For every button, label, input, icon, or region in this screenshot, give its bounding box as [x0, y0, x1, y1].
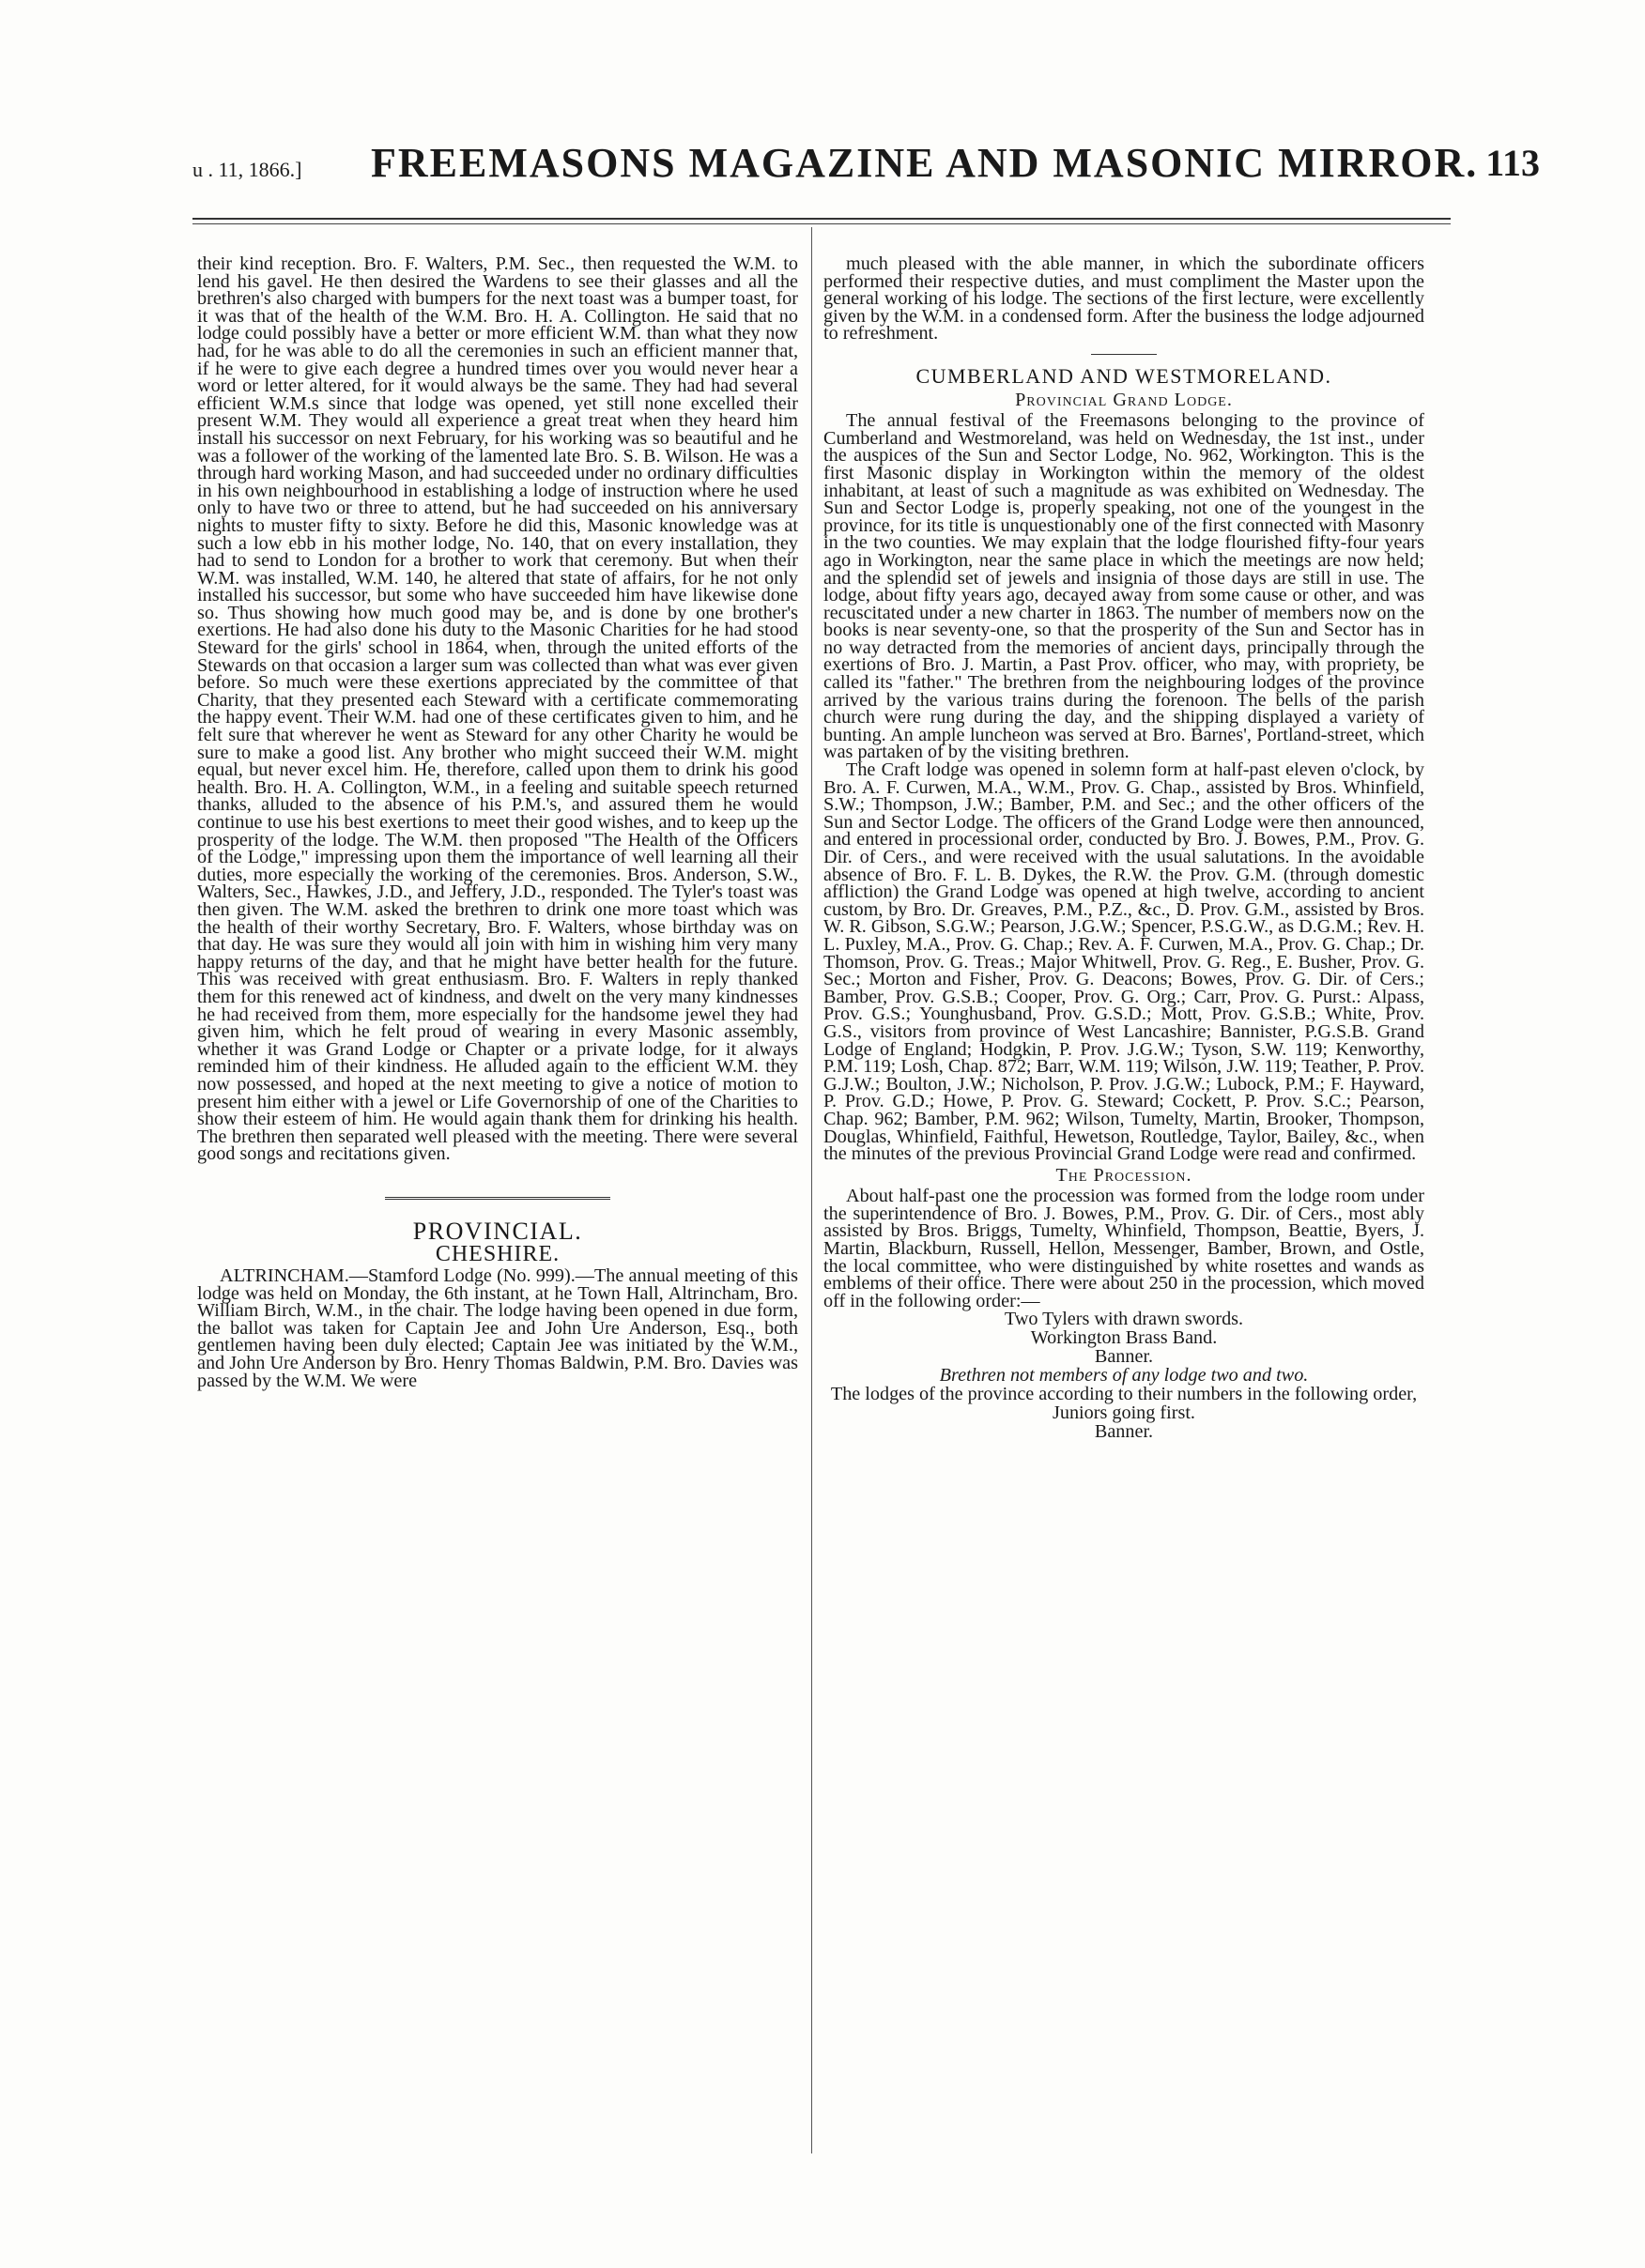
section-title: CUMBERLAND AND WESTMORELAND. — [915, 363, 1332, 388]
procession-item: The lodges of the province according to their numbers in the following order, Juniors going first. — [830, 1384, 1418, 1424]
subsection-title: The Procession. — [1055, 1164, 1192, 1186]
article-paragraph: ALTRINCHAM.—Stamford Lodge (No. 999).—The annual meeting of this lodge was held on Monday, the 6th instant, at he Town Hall, Altrincham, Bro. William Birch, W.M., in the chair. The lodge having been opened in due form, the ballot was taken for Captain Jee and John Ure Anderson, Esq., both gentlemen having been duly elected; Captain Jee was initiated by the W.M., and John Ure Anderson by Bro. Henry Thomas Baldwin, P.M. Bro. Davies was passed by the W.M. We were — [197, 1265, 798, 1391]
procession-item: Workington Brass Band. — [1030, 1327, 1218, 1349]
procession-item: Two Tylers with drawn swords. — [1004, 1309, 1244, 1330]
article-paragraph: much pleased with the able manner, in which the subordinate officers performed their respective duties, and must compliment the Master upon the general working of his lodge. The sections of the first lecture, were excellently given by the W.M. in a condensed form. After the business the lodge adjourned to refreshment. — [823, 253, 1424, 345]
page-number: 113 — [1485, 142, 1540, 184]
procession-order — [823, 1310, 1424, 1441]
issue-date: u . 11, 1866.] — [192, 158, 302, 181]
page-header — [174, 139, 1540, 195]
right-column — [823, 255, 1424, 1441]
article-paragraph: The annual festival of the Freemasons belonging to the province of Cumberland and Westmoreland, was held on Wednesday, the 1st inst., under the auspices of the Sun and Sector Lodge, No. 962, Workington. This is the first Masonic display in Workington within the memory of the oldest inhabitant, at least of such a magnitude as was exhibited on Wednesday. The Sun and Sector Lodge is, properly speaking, not one of the youngest in the province, for its title is unquestionably one of the first connected with Masonry in the two counties. We may explain that the lodge flourished fifty-four years ago in Workington, near the same place in which the meetings are now held; and the splendid set of jewels and insignia of those days are still in use. The lodge, about fifty years ago, decayed away from some cause or other, and was recuscitated under a new charter in 1863. The number of members now on the books is near seventy-one, so that the prosperity of the Sun and Sector has in no way detracted from the memories of ancient days, principally through the exertions of Bro. J. Martin, a Past Prov. officer, who may, with propriety, be called its "father." The brethren from the neighbouring lodges of the province arrived by the various trains during the forenoon. The bells of the parish church were rung during the day, and the shipping displayed a variety of bunting. An ample luncheon was served at Bro. Barnes', Portland-street, which was partaken of by the visiting brethren. — [823, 410, 1424, 763]
left-column — [197, 255, 798, 1389]
article-paragraph: The Craft lodge was opened in solemn form at half-past eleven o'clock, by Bro. A. F. Curwen, M.A., W.M., Prov. G. Chap., assisted by Bros. Whinfield, S.W.; Thompson, J.W.; Bamber, P.M. and Sec.; and the other officers of the Sun and Sector Lodge. The officers of the Grand Lodge were then announced, and entered in processional order, conducted by Bro. J. Bowes, P.M., Prov. G. Dir. of Cers., and were received with the usual salutations. In the avoidable absence of Bro. F. L. B. Dykes, the R.W. the Prov. G.M. (through domestic affliction) the Grand Lodge was opened at high twelve, according to ancient custom, by Bro. Dr. Greaves, P.M., P.Z., &c., D. Prov. G.M., assisted by Bros. W. R. Gibson, S.G.W.; Pearson, J.G.W.; Spencer, P.S.G.W., as D.G.M.; Rev. H. L. Puxley, M.A., Prov. G. Chap.; Rev. A. F. Curwen, M.A., Prov. G. Chap.; Dr. Thomson, Prov. G. Treas.; Major Whitwell, Prov. G. Reg., E. Busher, Prov. G. Sec.; Morton and Fisher, Prov. G. Deacons; Bowes, Prov. G. Dir. of Cers.; Bamber, Prov. G.S.B.; Cooper, Prov. G. Org.; Carr, Prov. G. Purst.: Alpass, Prov. G.S.; Younghusband, Prov. G.S.D.; Mott, Prov. G.S.B.; White, Prov. G.S., visitors from province of West Lancashire; Bannister, P.G.S.B. Grand Lodge of England; Hodgkin, P. Prov. J.G.W.; Tyson, S.W. 119; Kenworthy, P.M. 119; Losh, Chap. 872; Barr, W.M. 119; Wilson, J.W. 119; Teather, P. Prov. G.J.W.; Boulton, J.W.; Nicholson, P. Prov. J.G.W.; Lubock, P.M.; F. Hayward, P. Prov. G.D.; Howe, P. Prov. G. Steward; Cockett, P. Prov. S.C.; Pearson, Chap. 962; Bamber, P.M. 962; Wilson, Tumelty, Martin, Brooker, Thompson, Douglas, Whinfield, Faithful, Hewetson, Routledge, Taylor, Bailey, &c., when the minutes of the previous Provincial Grand Lodge were read and confirmed. — [823, 759, 1424, 1165]
procession-item: Brethren not members of any lodge two and two. — [939, 1365, 1309, 1387]
header-rule-thin — [192, 223, 1451, 224]
divider — [1091, 354, 1157, 355]
section-divider — [385, 1197, 610, 1203]
header-rule — [192, 218, 1451, 220]
procession-item: Banner. — [1094, 1421, 1154, 1443]
subsection-title: Provincial Grand Lodge. — [1015, 389, 1233, 410]
masthead-title: FREEMASONS MAGAZINE AND MASONIC MIRROR. — [371, 140, 1479, 186]
article-paragraph: About half-past one the procession was formed from the lodge room under the superintendence of Bro. J. Bowes, P.M., Prov. G. Dir. of Cers., most ably assisted by Bros. Briggs, Tumelty, Whinfield, Thompson, Beattie, Byers, J. Martin, Blackburn, Russell, Hellon, Messenger, Bamber, Brown, and Ostle, the local committee, who were distinguished by white rosettes and wands as emblems of their office. There were about 250 in the procession, which moved off in the following order:— — [823, 1186, 1424, 1311]
procession-item: Banner. — [1094, 1346, 1154, 1368]
column-divider — [811, 227, 812, 2153]
section-title: PROVINCIAL. — [412, 1217, 583, 1245]
article-paragraph: their kind reception. Bro. F. Walters, P.M. Sec., then requested the W.M. to lend his gavel. He then desired the Wardens to see their glasses and all the brethren's also charged with bumpers for the next toast was a bumper toast, for it was that of the health of the W.M. Bro. H. A. Collington. He said that no lodge could possibly have a better or more efficient W.M. than what they now had, for he was able to do all the ceremonies in such an efficient manner that, if he were to give each degree a hundred times over you would never hear a word or letter altered, for it would always be the same. They had had several efficient W.M.s since that lodge was opened, yet still none excelled their present W.M. They would all experience a great treat when they heard him install his successor on next February, for his working was so beautiful and he was a follower of the working of the lamented late Bro. S. B. Wilson. He was a through hard working Mason, and had succeeded under no ordinary difficulties in his own neighbourhood in establishing a lodge of instruction where he used only to have two or three to attend, but he had succeeded on his anniversary nights to muster fifty to sixty. Before he did this, Masonic knowledge was at such a low ebb in his mother lodge, No. 140, that on every installation, they had to send to London for a brother to work that ceremony. But when their W.M. was installed, W.M. 140, he altered that state of affairs, for he not only installed his successor, but some who have succeeded him have likewise done so. Thus showing how much good may be, and is done by one brother's exertions. He had also done his duty to the Masonic Charities for he had stood Steward for the girls' school in 1864, when, through the united efforts of the Stewards on that occasion a larger sum was collected than what was ever given before. So much were these exertions appreciated by the committee of that Charity, that they presented each Steward with a certificate commemorating the happy event. Their W.M. had one of these certificates given to him, and he felt sure that wherever he went as Steward for any other Charity he would be sure to make a good list. Any brother who might succeed their W.M. might equal, but never excel him. He, therefore, called upon them to drink his good health. Bro. H. A. Collington, W.M., in a feeling and suitable speech returned thanks, alluded to the absence of his P.M.'s, and assured them he would continue to use his best exertions to meet their good wishes, and to keep up the prosperity of the lodge. The W.M. then proposed "The Health of the Officers of the Lodge," impressing upon them the importance of well learning all their duties, more especially the working of the ceremonies. Bros. Anderson, S.W., Walters, Sec., Hawkes, J.D., and Jeffery, J.D., responded. The Tyler's toast was then given. The W.M. asked the brethren to drink one more toast which was the health of their worthy Secretary, Bro. F. Walters, whose birthday was on that day. He was sure they would all join with him in wishing him very many happy returns of the day, and that he might have better health for the future. This was received with great enthusiasm. Bro. F. Walters in reply thanked them for this renewed act of kindness, and dwelt on the very many kindnesses he had received from them, more especially for the handsome jewel they had given him, which he felt proud of wearing in every Masonic assembly, whether it was Grand Lodge or Chapter or a private lodge, for it always reminded him of their kindness. He alluded again to the efficient W.M. they now possessed, and hoped at the next meeting to give a notice of motion to present him either with a jewel or Life Governorship of one of the Charities to show their esteem of him. He would again thank them for drinking his health. The brethren then separated well pleased with the meeting. There were several good songs and recitations given. — [197, 253, 798, 1165]
subsection-title: CHESHIRE. — [435, 1242, 561, 1267]
